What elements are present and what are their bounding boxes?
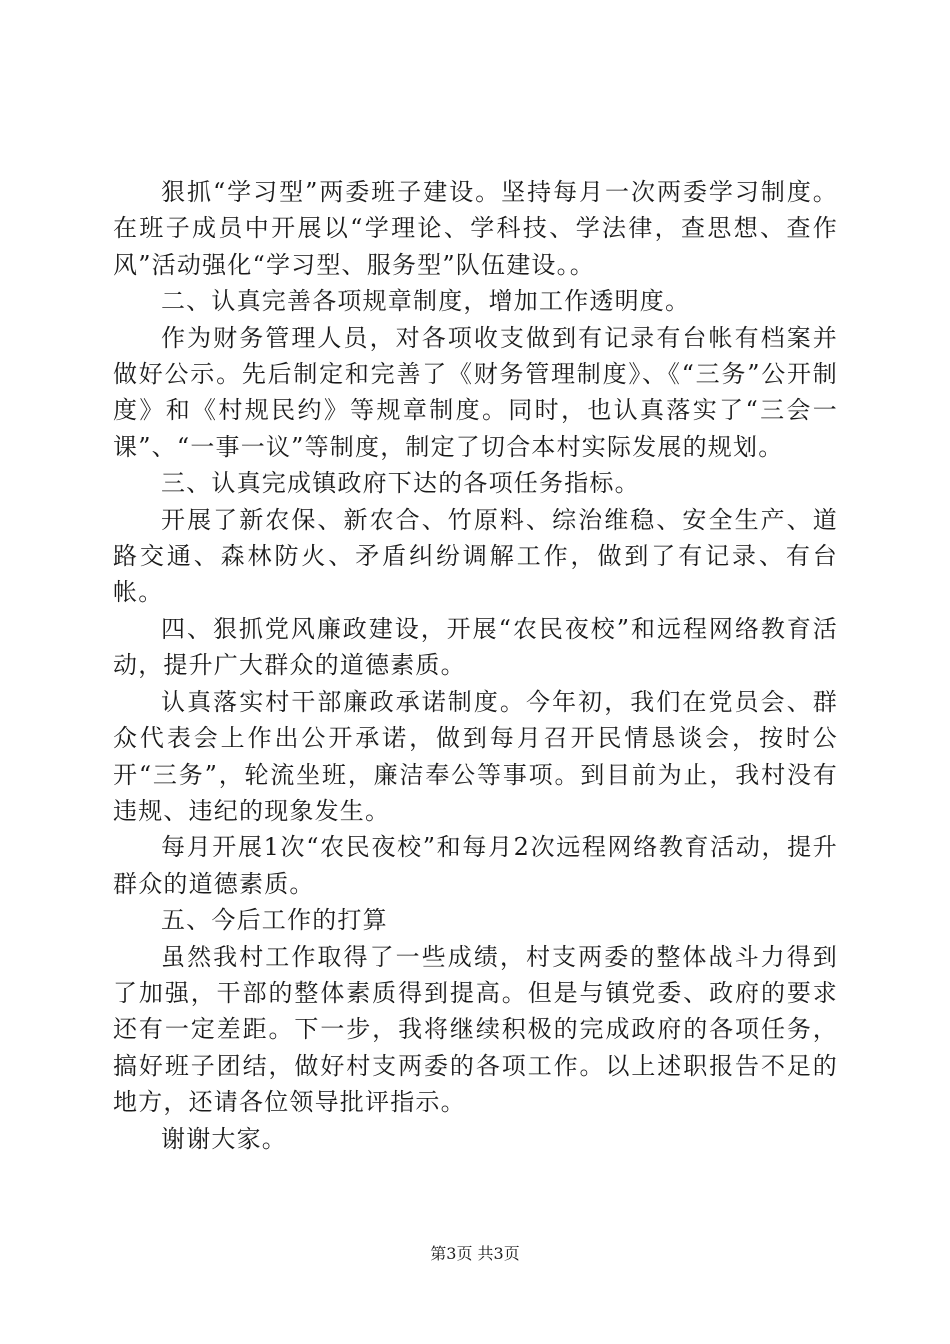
paragraph-tasks: 开展了新农保、新农合、竹原料、综治维稳、安全生产、道路交通、森林防火、矛盾纠纷调解工作，做到了有记录、有台帐。 <box>113 505 838 607</box>
heading-section-4: 四、狠抓党风廉政建设，开展“农民夜校”和远程网络教育活动，提升广大群众的道德素质。 <box>113 614 838 680</box>
paragraph-integrity: 认真落实村干部廉政承诺制度。今年初，我们在党员会、群众代表会上作出公开承诺，做到每月召开民情恳谈会，按时公开“三务”，轮流坐班，廉洁奉公等事项。到目前为止，我村没有违规、违纪的现象发生。 <box>113 687 838 825</box>
heading-section-2: 二、认真完善各项规章制度，增加工作透明度。 <box>161 287 691 316</box>
paragraph-education: 每月开展1次“农民夜校”和每月2次远程网络教育活动，提升群众的道德素质。 <box>113 833 838 898</box>
paragraph-finance: 作为财务管理人员，对各项收支做到有记录有台帐有档案并做好公示。先后制定和完善了《财务管理制度》、《“三务”公开制度》和《村规民约》等规章制度。同时，也认真落实了“三会一课”、“一事一议”等制度，制定了切合本村实际发展的规划。 <box>113 323 838 461</box>
document-body <box>113 174 838 1157</box>
paragraph-thanks: 谢谢大家。 <box>161 1124 287 1153</box>
heading-section-5: 五、今后工作的打算 <box>161 906 388 935</box>
heading-section-3: 三、认真完成镇政府下达的各项任务指标。 <box>161 469 640 498</box>
page-number-footer: 第3页 共3页 <box>430 1244 520 1263</box>
paragraph-future-plans: 虽然我村工作取得了一些成绩，村支两委的整体战斗力得到了加强，干部的整体素质得到提高。但是与镇党委、政府的要求还有一定差距。下一步，我将继续积极的完成政府的各项任务，搞好班子团结，做好村支两委的各项工作。以上述职报告不足的地方，还请各位领导批评指示。 <box>113 942 838 1117</box>
paragraph-study-team: 狠抓“学习型”两委班子建设。坚持每月一次两委学习制度。在班子成员中开展以“学理论、学科技、学法律，查思想、查作风”活动强化“学习型、服务型”队伍建设。。 <box>113 178 838 279</box>
